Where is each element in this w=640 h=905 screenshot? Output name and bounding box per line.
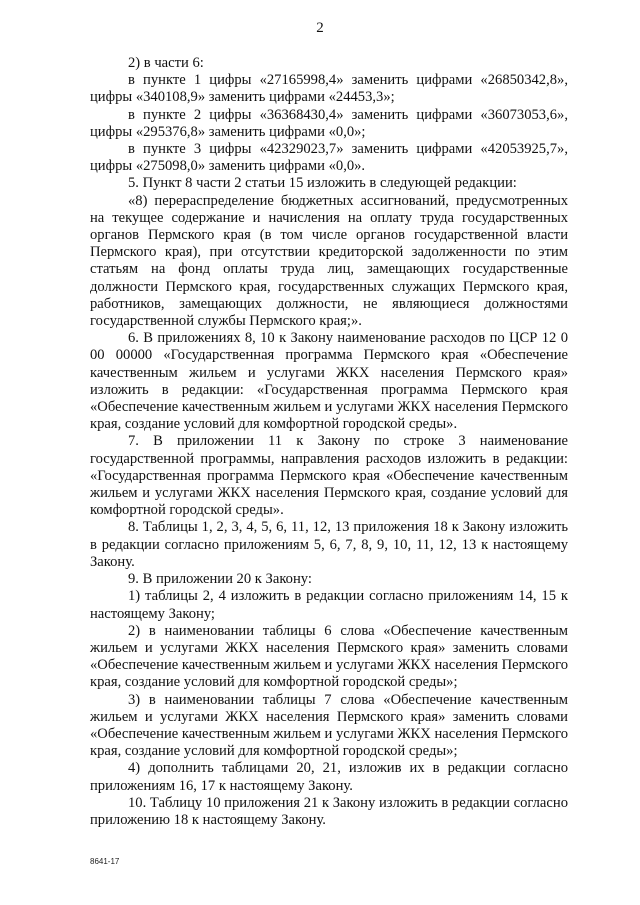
paragraph-item-9-sub-4: 4) дополнить таблицами 20, 21, изложив их в редакции согласно приложениям 16, 17 к настоящему Закону.	[90, 760, 568, 794]
paragraph-item-8: 8. Таблицы 1, 2, 3, 4, 5, 6, 11, 12, 13 приложения 18 к Закону изложить в редакции согласно приложениям 5, 6, 7, 8, 9, 10, 11, 12, 13 к настоящему Закону.	[90, 519, 568, 570]
document-body	[90, 55, 568, 829]
footer-code: 8641-17	[90, 857, 120, 866]
paragraph-item-9-sub-2: 2) в наименовании таблицы 6 слова «Обеспечение качественным жильем и услугами ЖКХ населения Пермского края» заменить словами «Обеспечение качественным жильем и услугами ЖКХ населения Пермского края, создание условий для комфортной городской среды»;	[90, 622, 568, 691]
paragraph-point-1: в пункте 1 цифры «27165998,4» заменить цифрами «26850342,8», цифры «340108,9» заменить цифрами «24453,3»;	[90, 72, 568, 106]
paragraph-item-6: 6. В приложениях 8, 10 к Закону наименование расходов по ЦСР 12 0 00 00000 «Государственная программа Пермского края «Обеспечение качественным жильем и услугами ЖКХ населения Пермского края» изложить в редакции: «Государственная программа Пермского края «Обеспечение качественным жильем и услугами ЖКХ населения Пермского края, создание условий для комфортной городской среды».	[90, 330, 568, 433]
paragraph-item-9: 9. В приложении 20 к Закону:	[128, 571, 312, 588]
page-number: 2	[316, 20, 324, 36]
paragraph-item-9-sub-3: 3) в наименовании таблицы 7 слова «Обеспечение качественным жильем и услугами ЖКХ населения Пермского края» заменить словами «Обеспечение качественным жильем и услугами ЖКХ населения Пермского края, создание условий для комфортной городской среды»;	[90, 691, 568, 760]
paragraph-item-10: 10. Таблицу 10 приложения 21 к Закону изложить в редакции согласно приложению 18 к настоящему Закону.	[90, 794, 568, 828]
paragraph-item-7: 7. В приложении 11 к Закону по строке 3 наименование государственной программы, направления расходов изложить в редакции: «Государственная программа Пермского края «Обеспечение качественным жильем и услугами ЖКХ населения Пермского края, создание условий для комфортной городской среды».	[90, 433, 568, 519]
paragraph-point-2: в пункте 2 цифры «36368430,4» заменить цифрами «36073053,6», цифры «295376,8» заменить цифрами «0,0»;	[90, 106, 568, 140]
paragraph-part-6: 2) в части 6:	[128, 55, 204, 71]
paragraph-item-5: 5. Пункт 8 части 2 статьи 15 изложить в следующей редакции:	[128, 175, 517, 192]
paragraph-item-5-text: «8) перераспределение бюджетных ассигнований, предусмотренных на текущее содержание и начисления на оплату труда государственных органов Пермского края (в том числе органов государственной власти Пермского края), при отсутствии кредиторской задолженности по этим статьям на фонд оплаты труда лиц, замещающих государственные должности Пермского края, государственных служащих Пермского края, работников, замещающих должности, не являющиеся должностями государственной службы Пермского края;».	[90, 192, 568, 330]
paragraph-item-9-sub-1: 1) таблицы 2, 4 изложить в редакции согласно приложениям 14, 15 к настоящему Закону;	[90, 588, 568, 622]
paragraph-point-3: в пункте 3 цифры «42329023,7» заменить цифрами «42053925,7», цифры «275098,0» заменить цифрами «0,0».	[90, 141, 568, 175]
